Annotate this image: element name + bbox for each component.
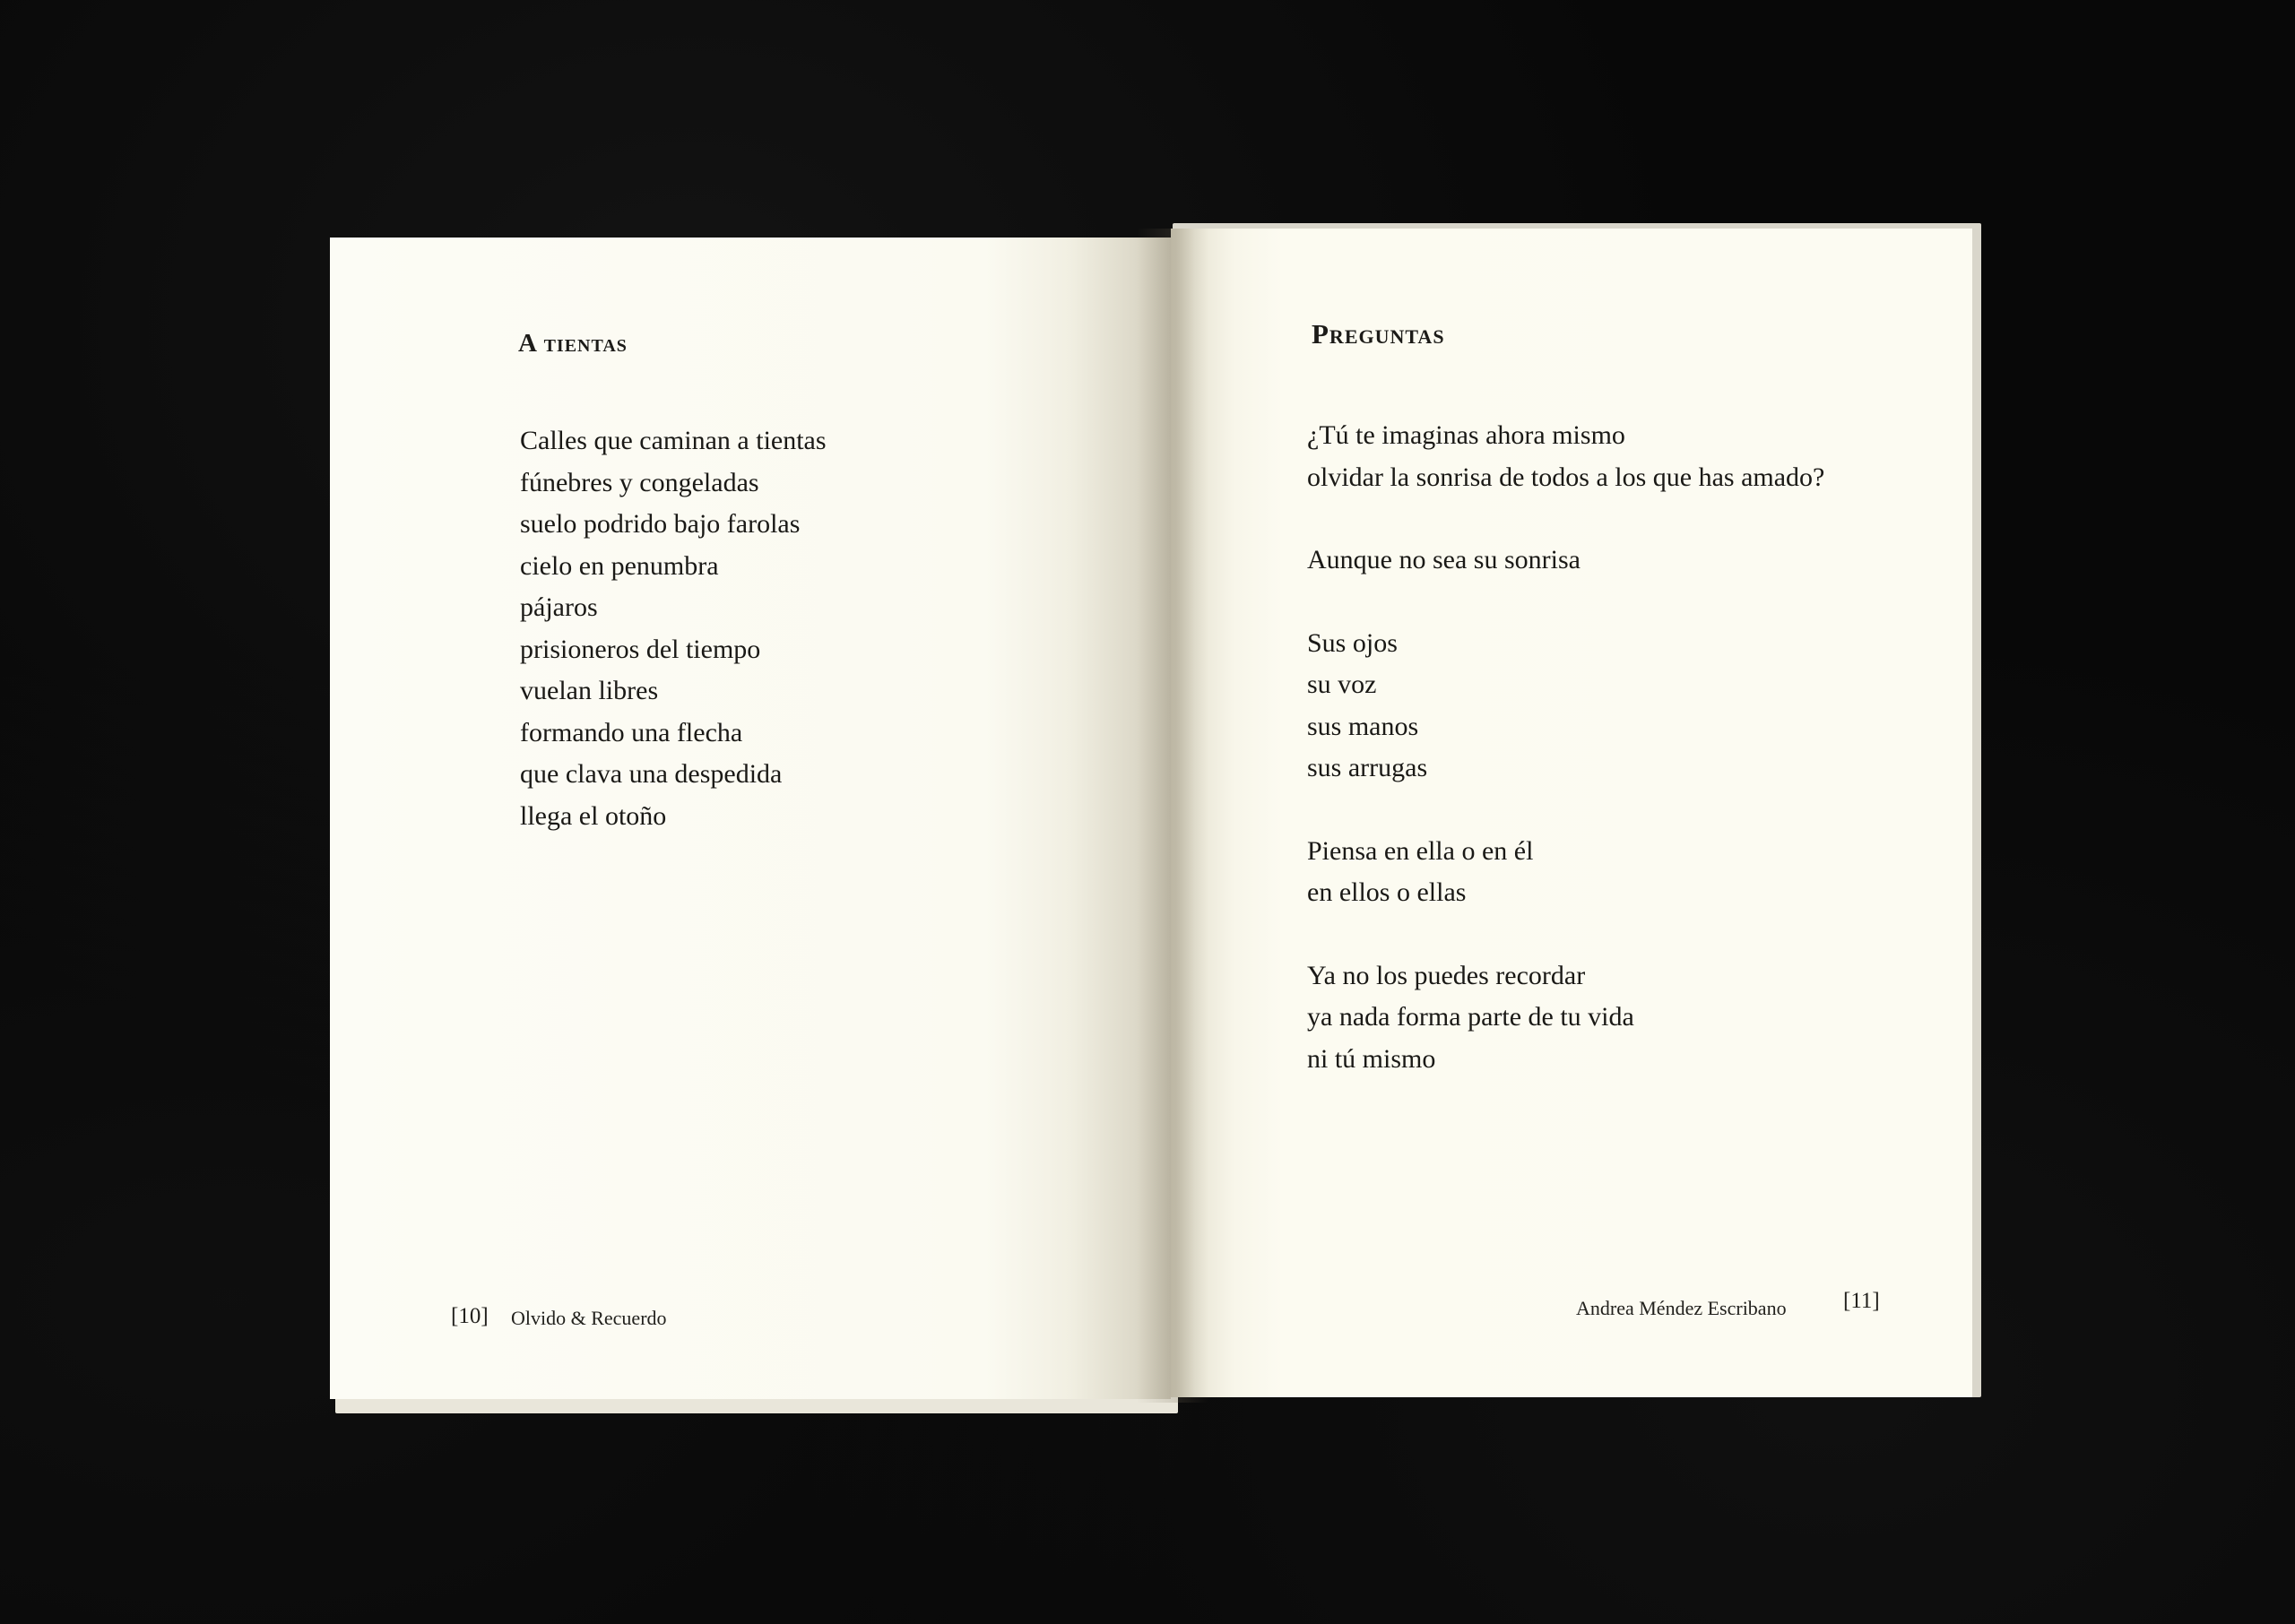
book-spine xyxy=(1137,229,1208,1403)
left-page-number: [10] xyxy=(451,1304,489,1328)
poem-line: pájaros xyxy=(520,592,598,622)
open-book xyxy=(330,229,1981,1412)
stanza xyxy=(1307,415,1988,498)
poem-line: sus arrugas xyxy=(1307,753,1428,782)
left-poem-title: A tientas xyxy=(518,329,628,358)
right-poem xyxy=(1307,415,1988,1121)
poem-line: ya nada forma parte de tu vida xyxy=(1307,1002,1634,1032)
poem-line: su voz xyxy=(1307,669,1377,699)
poem-line: fúnebres y congeladas xyxy=(520,467,759,497)
poem-line: olvidar la sonrisa de todos a los que has amado? xyxy=(1307,462,1825,492)
poem-line: llega el otoño xyxy=(520,800,667,831)
stanza xyxy=(1307,623,1988,790)
poem-line: ni tú mismo xyxy=(1307,1043,1436,1074)
poem-line: ¿Tú te imaginas ahora mismo xyxy=(1307,420,1625,450)
poem-line: Aunque no sea su sonrisa xyxy=(1307,545,1581,574)
poem-line: prisioneros del tiempo xyxy=(520,634,761,664)
poem-line: Sus ojos xyxy=(1307,627,1398,658)
poem-line: que clava una despedida xyxy=(520,759,783,789)
right-page-number: [11] xyxy=(1843,1289,1880,1313)
stanza xyxy=(1307,955,1988,1081)
stanza xyxy=(1307,540,1988,582)
poem-line: formando una flecha xyxy=(520,717,743,747)
book-title-footer: Olvido & Recuerdo xyxy=(511,1307,667,1329)
author-footer: Andrea Méndez Escribano xyxy=(1576,1297,1787,1319)
stanza xyxy=(1307,831,1988,914)
poem-line: suelo podrido bajo farolas xyxy=(520,509,801,539)
poem-line: Calles que caminan a tientas xyxy=(520,426,827,455)
right-poem-title: Preguntas xyxy=(1312,318,1445,350)
poem-line: cielo en penumbra xyxy=(520,550,719,581)
left-poem xyxy=(520,420,1058,837)
poem-line: vuelan libres xyxy=(520,676,659,705)
poem-line: Piensa en ella o en él xyxy=(1307,835,1534,866)
poem-line: en ellos o ellas xyxy=(1307,877,1467,907)
poem-line: sus manos xyxy=(1307,711,1419,741)
poem-line: Ya no los puedes recordar xyxy=(1307,960,1586,990)
